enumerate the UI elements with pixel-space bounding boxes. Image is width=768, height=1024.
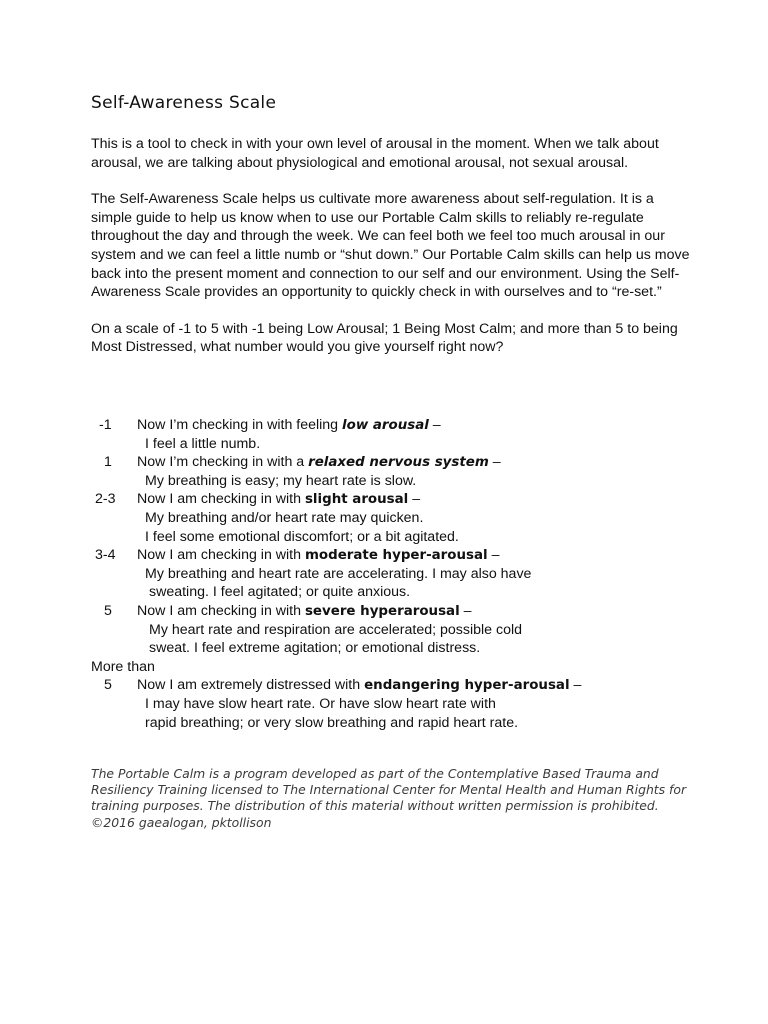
scale-lead-text: Now I am checking in with [137, 602, 305, 619]
scale-detail: sweat. I feel extreme agitation; or emotional distress. [149, 640, 481, 657]
scale-dash: – [487, 547, 500, 564]
scale-lead [137, 546, 499, 566]
scale-lead-text: Now I’m checking in with a [137, 454, 309, 471]
scale-item-endangering [91, 676, 691, 695]
scale-detail: sweating. I feel agitated; or quite anxious. [149, 584, 411, 601]
scale-dash: – [459, 602, 472, 619]
scale-term: low arousal [342, 418, 429, 433]
intro-paragraph: This is a tool to check in with your own level of arousal in the moment. When we talk about arousal, we are talking about physiological and emotional arousal, not sexual arousal. [91, 136, 659, 171]
description-paragraph: The Self-Awareness Scale helps us cultivate more awareness about self-regulation. It is a simple guide to help us know when to use our Portable Calm skills to reliably re-regulate throughout the day and through the week. We can feel both we feel too much arousal in our system and we can feel a little numb or “shut down.” Our Portable Calm skills can help us move back into the present moment and connection to our self and our environment. Using the Self-Awareness Scale provides an opportunity to quickly check in with ourselves and to “re-set.” [91, 191, 690, 301]
scale-detail: I feel a little numb. [145, 435, 261, 452]
scale-detail: My breathing and/or heart rate may quicken. [145, 509, 424, 526]
page-title: Self-Awareness Scale [91, 93, 277, 113]
scale-lead-text: Now I am extremely distressed with [137, 677, 365, 694]
scale-number: 2-3 [95, 491, 116, 508]
scale-detail: I may have slow heart rate. Or have slow heart rate with [145, 695, 496, 712]
scale-item-low-arousal [91, 416, 691, 435]
scale-lead [137, 676, 581, 696]
scale-lead-text: Now I am checking in with [137, 491, 305, 508]
scale-prefix: More than [91, 658, 155, 675]
scale-detail: My breathing is easy; my heart rate is slow. [145, 472, 417, 489]
scale-lead-text: Now I’m checking in with feeling [137, 417, 343, 433]
scale-item-severe-hyperarousal [91, 602, 691, 621]
scale-detail: My heart rate and respiration are accelerated; possible cold [149, 621, 523, 638]
scale-lead [137, 490, 420, 510]
scale-term: slight arousal [304, 492, 409, 508]
scale-dash: – [488, 454, 501, 471]
scale-term: severe hyperarousal [304, 603, 460, 619]
scale-number: 1 [104, 454, 112, 471]
scale-dash: – [569, 677, 582, 694]
scale-detail: rapid breathing; or very slow breathing and rapid heart rate. [145, 714, 519, 731]
scale-number: 3-4 [95, 547, 116, 564]
scale-dash: – [408, 491, 421, 508]
scale-number: 5 [104, 677, 112, 694]
document-body [91, 93, 691, 375]
scale-number: -1 [99, 417, 112, 433]
scale-detail: I feel some emotional discomfort; or a bit agitated. [145, 528, 459, 545]
scale-term: moderate hyper-arousal [304, 548, 488, 564]
scale-dash: – [428, 417, 441, 433]
scale-lead [137, 416, 441, 436]
scale-lead [137, 602, 472, 622]
scale-item-slight-arousal [91, 490, 691, 509]
scale-item-relaxed [91, 453, 691, 472]
scale-term: relaxed nervous system [308, 455, 489, 471]
scale-item-prefix [91, 658, 691, 677]
question-paragraph: On a scale of -1 to 5 with -1 being Low Arousal; 1 Being Most Calm; and more than 5 to being Most Distressed, what number would you give yourself right now? [91, 320, 678, 356]
scale-detail: My breathing and heart rate are accelerating. I may also have [145, 565, 532, 582]
copyright-footer: The Portable Calm is a program developed as part of the Contemplative Based Trauma and Resiliency Training licensed to The International Center for Mental Health and Human Rights for training purposes. The distribution of this material without written permission is prohibited. ©2016 gaealogan, pktollison [91, 766, 687, 830]
scale-item-moderate-hyper-arousal [91, 546, 691, 565]
scale-term: endangering hyper-arousal [364, 678, 570, 694]
scale-lead-text: Now I am checking in with [137, 547, 305, 564]
scale-lead [137, 453, 501, 473]
scale-number: 5 [104, 602, 112, 619]
scale-list [91, 416, 691, 732]
